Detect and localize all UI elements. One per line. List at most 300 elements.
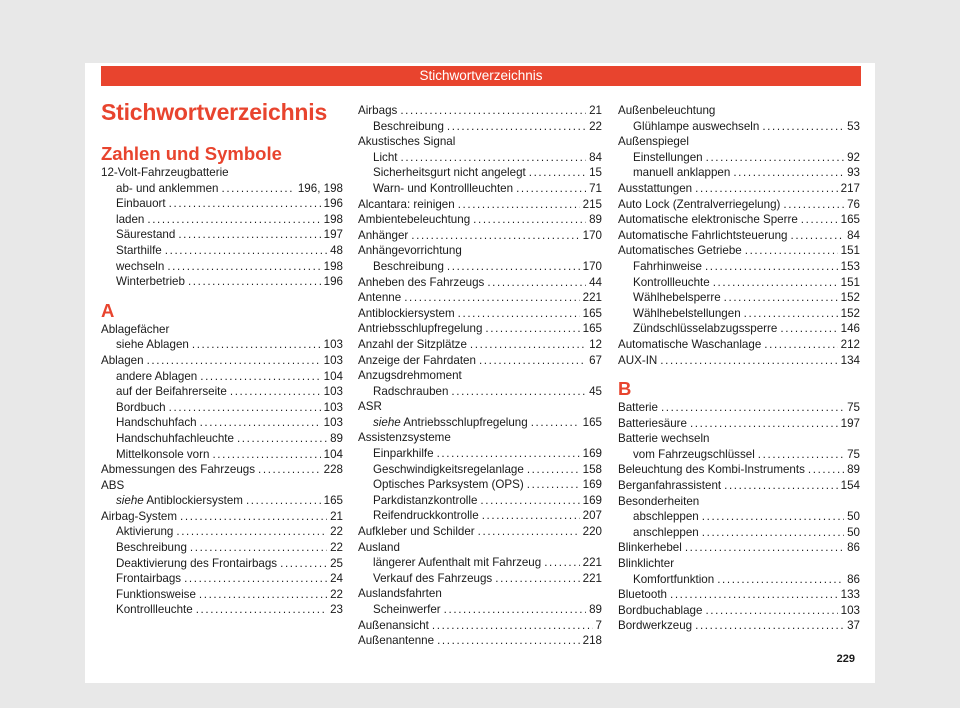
index-heading: Ausland	[358, 540, 400, 554]
entry-label: Außenansicht	[358, 618, 429, 632]
entry-label: Sicherheitsgurt nicht angelegt	[373, 166, 526, 180]
dot-leader	[808, 462, 844, 478]
dot-leader	[458, 197, 580, 213]
dot-leader	[479, 353, 586, 369]
entry-label: Frontairbags	[116, 572, 182, 586]
page-reference: 152	[840, 306, 860, 320]
index-entry	[358, 290, 602, 306]
page-reference: 165	[323, 494, 343, 508]
dot-leader	[188, 274, 321, 290]
index-subentry	[101, 243, 343, 259]
index-subentry	[618, 150, 860, 166]
dot-leader	[451, 384, 586, 400]
index-subentry	[618, 447, 860, 463]
index-subentry	[101, 571, 343, 587]
dot-leader	[470, 337, 586, 353]
page-reference: 215	[582, 197, 602, 211]
index-entry	[101, 462, 343, 478]
dot-leader	[733, 165, 844, 181]
index-entry	[618, 540, 860, 556]
index-entry	[618, 618, 860, 634]
entry-label: Bordwerkzeug	[618, 619, 693, 633]
index-subentry	[358, 571, 602, 587]
page-reference: 196	[323, 275, 343, 289]
index-subentry	[358, 446, 602, 462]
dot-leader	[432, 618, 593, 634]
dot-leader	[702, 525, 844, 541]
page-reference: 103	[840, 603, 860, 617]
index-entry	[358, 633, 602, 649]
entry-label-text: Antriebsschlupfregelung	[403, 415, 528, 429]
entry-label: Antenne	[358, 291, 402, 305]
index-subentry	[101, 431, 343, 447]
page-reference: 53	[847, 119, 860, 133]
index-entry	[618, 212, 860, 228]
entry-label: Einparkhilfe	[373, 447, 434, 461]
page-reference: 104	[323, 369, 343, 383]
index-entry	[618, 353, 860, 369]
entry-label: wechseln	[116, 259, 165, 273]
index-column-2	[358, 103, 602, 649]
index-entry	[358, 228, 602, 244]
dot-leader	[167, 259, 320, 275]
index-entry	[358, 321, 602, 337]
dot-leader	[706, 150, 844, 166]
page-reference: 50	[847, 525, 860, 539]
index-subentry	[101, 384, 343, 400]
index-subentry	[358, 602, 602, 618]
entry-label: Anzeige der Fahrdaten	[358, 353, 476, 367]
dot-leader	[221, 181, 294, 197]
entry-label: ab- und anklemmen	[116, 181, 219, 195]
entry-label: Scheinwerfer	[373, 603, 441, 616]
entry-label: manuell anklappen	[633, 166, 731, 180]
dot-leader	[444, 602, 586, 618]
index-subentry	[358, 555, 602, 571]
index-subentry	[358, 384, 602, 400]
entry-label: Handschuhfach	[116, 416, 197, 430]
index-subentry	[101, 540, 343, 556]
index-column-3	[618, 103, 860, 634]
page-reference: 170	[582, 259, 602, 273]
dot-leader	[437, 446, 580, 462]
dot-leader	[404, 290, 579, 306]
dot-leader	[801, 212, 838, 228]
page-reference: 89	[589, 213, 602, 227]
dot-leader	[724, 478, 838, 494]
index-subentry	[358, 259, 602, 275]
entry-label: siehe Ablagen	[116, 338, 189, 352]
page-reference: 89	[589, 603, 602, 616]
entry-label	[373, 415, 528, 431]
section-heading: Zahlen und Symbole	[101, 143, 282, 164]
page-reference: 25	[330, 556, 343, 570]
index-subentry	[358, 119, 602, 135]
entry-label: Beschreibung	[373, 119, 444, 133]
dot-leader	[485, 321, 579, 337]
index-subentry	[358, 508, 602, 524]
page-reference: 84	[589, 150, 602, 164]
index-subentry	[618, 165, 860, 181]
index-entry	[358, 337, 602, 353]
entry-label	[116, 493, 243, 509]
entry-label: Handschuhfachleuchte	[116, 431, 234, 445]
header-banner: Stichwortverzeichnis	[101, 66, 861, 86]
dot-leader	[482, 508, 580, 524]
page-reference: 169	[582, 447, 602, 461]
page-reference: 48	[330, 243, 343, 257]
entry-label: laden	[116, 212, 145, 226]
index-subentry	[618, 525, 860, 541]
dot-leader	[230, 384, 321, 400]
entry-label: Automatische elektronische Sperre	[618, 213, 798, 227]
page-reference: 75	[847, 447, 860, 461]
entry-label: Zündschlüsselabzugssperre	[633, 322, 778, 336]
page-reference: 15	[589, 166, 602, 180]
entry-label: Airbags	[358, 104, 398, 117]
index-subentry	[101, 274, 343, 290]
dot-leader	[192, 337, 321, 353]
entry-label: Ambientebeleuchtung	[358, 213, 471, 227]
entry-label: Verkauf des Fahrzeugs	[373, 571, 493, 585]
page-reference: 21	[330, 509, 343, 523]
entry-label: Beleuchtung des Kombi-Instruments	[618, 463, 805, 477]
index-subentry	[618, 290, 860, 306]
entry-label: Blinkerhebel	[618, 541, 682, 555]
entry-label: vom Fahrzeugschlüssel	[633, 447, 755, 461]
page-title: Stichwortverzeichnis	[101, 99, 328, 125]
entry-label: Säurestand	[116, 228, 176, 242]
page-reference: 22	[589, 119, 602, 133]
page-reference: 86	[847, 572, 860, 586]
page-reference: 228	[323, 463, 343, 477]
dot-leader	[184, 571, 327, 587]
index-subentry	[101, 337, 343, 353]
dot-leader	[495, 571, 579, 587]
index-heading: Außenbeleuchtung	[618, 104, 716, 117]
dot-leader	[447, 119, 586, 135]
index-entry	[618, 603, 860, 619]
page-reference: 67	[589, 353, 602, 367]
entry-label: Kontrollleuchte	[633, 275, 710, 289]
dot-leader	[724, 290, 838, 306]
document-page	[85, 63, 875, 683]
entry-label: Außenantenne	[358, 634, 435, 648]
dot-leader	[400, 103, 586, 119]
entry-label: Auto Lock (Zentralverriegelung)	[618, 197, 781, 211]
index-subentry	[618, 321, 860, 337]
page-reference: 22	[330, 541, 343, 555]
entry-label: Mittelkonsole vorn	[116, 447, 210, 461]
index-heading: Außenspiegel	[618, 135, 689, 149]
entry-label: Antriebsschlupfregelung	[358, 322, 483, 336]
entry-label: Fahrhinweise	[633, 259, 702, 273]
dot-leader	[447, 259, 580, 275]
entry-label: Wählhebelsperre	[633, 291, 721, 305]
dot-leader	[169, 400, 321, 416]
index-subentry	[358, 415, 602, 431]
index-subentry	[101, 181, 343, 197]
page-reference: 133	[840, 588, 860, 602]
dot-leader	[411, 228, 579, 244]
page-reference: 22	[330, 525, 343, 539]
page-reference: 212	[840, 337, 860, 351]
page-reference: 23	[330, 603, 343, 617]
entry-label: Bordbuchablage	[618, 603, 703, 617]
entry-label: Glühlampe auswechseln	[633, 119, 760, 133]
page-reference: 198	[323, 259, 343, 273]
entry-label: andere Ablagen	[116, 369, 198, 383]
entry-label: Automatische Fahrlichtsteuerung	[618, 228, 788, 242]
index-subentry	[358, 477, 602, 493]
index-entry	[618, 197, 860, 213]
entry-label: Funktionsweise	[116, 587, 196, 601]
index-entry	[358, 524, 602, 540]
index-subentry	[101, 602, 343, 618]
index-heading: Ablagefächer	[101, 322, 170, 336]
page-reference: 196, 198	[297, 181, 343, 195]
page-reference: 152	[840, 291, 860, 305]
index-subentry	[101, 400, 343, 416]
dot-leader	[531, 415, 580, 431]
index-subentry	[358, 462, 602, 478]
index-heading: 12-Volt-Fahrzeugbatterie	[101, 166, 229, 179]
dot-leader	[717, 572, 844, 588]
entry-label: Parkdistanzkontrolle	[373, 493, 478, 507]
entry-label: Licht	[373, 150, 398, 164]
index-subentry	[358, 493, 602, 509]
index-subentry	[101, 447, 343, 463]
dot-leader	[473, 212, 586, 228]
index-entry	[618, 478, 860, 494]
entry-label: auf der Beifahrerseite	[116, 385, 227, 399]
index-subentry	[618, 275, 860, 291]
page-reference: 89	[330, 431, 343, 445]
entry-label: Aufkleber und Schilder	[358, 525, 475, 539]
index-entry	[358, 103, 602, 119]
dot-leader	[527, 477, 580, 493]
entry-label: Komfortfunktion	[633, 572, 715, 586]
dot-leader	[246, 493, 321, 509]
section-heading: B	[618, 378, 632, 400]
entry-label: längerer Aufenthalt mit Fahrzeug	[373, 556, 542, 570]
entry-label-text: Antiblockiersystem	[146, 494, 243, 508]
dot-leader	[660, 353, 837, 369]
index-heading: Blinklichter	[618, 557, 675, 571]
see-reference: siehe	[116, 494, 144, 508]
dot-leader	[705, 603, 837, 619]
page-reference: 165	[582, 306, 602, 320]
page-reference: 165	[582, 322, 602, 336]
see-reference: siehe	[373, 415, 401, 429]
index-entry	[618, 462, 860, 478]
page-reference: 196	[323, 197, 343, 211]
dot-leader	[478, 524, 580, 540]
index-entry	[358, 618, 602, 634]
page-reference: 165	[582, 415, 602, 429]
dot-leader	[713, 275, 838, 291]
dot-leader	[695, 181, 838, 197]
index-entry	[358, 275, 602, 291]
index-entry	[358, 353, 602, 369]
page-reference: 103	[323, 338, 343, 352]
index-entry	[618, 400, 860, 416]
page-reference: 220	[582, 525, 602, 539]
entry-label: Warn- und Kontrollleuchten	[373, 181, 514, 195]
dot-leader	[544, 555, 579, 571]
page-reference: 24	[330, 572, 343, 586]
dot-leader	[791, 228, 845, 244]
page-reference: 103	[323, 385, 343, 399]
page-reference: 146	[840, 322, 860, 336]
index-subentry	[101, 524, 343, 540]
index-subentry	[358, 181, 602, 197]
page-reference: 170	[582, 228, 602, 242]
index-entry	[101, 353, 343, 369]
page-reference: 103	[323, 400, 343, 414]
entry-label: Bluetooth	[618, 588, 667, 602]
entry-label: AUX-IN	[618, 353, 658, 367]
index-subentry	[618, 259, 860, 275]
page-reference: 221	[582, 571, 602, 585]
dot-leader	[200, 369, 320, 385]
index-entry	[358, 212, 602, 228]
page-reference: 50	[847, 510, 860, 524]
entry-label: Berganfahrassistent	[618, 479, 722, 493]
page-reference: 93	[847, 166, 860, 180]
index-entry	[618, 587, 860, 603]
entry-label: Abmessungen des Fahrzeugs	[101, 463, 256, 477]
index-subentry	[101, 415, 343, 431]
entry-label: Optisches Parksystem (OPS)	[373, 478, 524, 492]
dot-leader	[176, 524, 327, 540]
entry-label: Einstellungen	[633, 150, 703, 164]
entry-label: abschleppen	[633, 510, 699, 524]
entry-label: Bordbuch	[116, 400, 166, 414]
dot-leader	[258, 462, 321, 478]
dot-leader	[685, 540, 844, 556]
entry-label: Batteriesäure	[618, 416, 687, 430]
dot-leader	[670, 587, 838, 603]
index-subentry	[101, 227, 343, 243]
index-heading: Akustisches Signal	[358, 135, 456, 149]
dot-leader	[212, 447, 320, 463]
page-reference: 103	[323, 353, 343, 367]
dot-leader	[516, 181, 586, 197]
dot-leader	[169, 196, 321, 212]
dot-leader	[762, 119, 844, 135]
dot-leader	[527, 462, 580, 478]
dot-leader	[237, 431, 327, 447]
dot-leader	[783, 197, 844, 213]
dot-leader	[690, 416, 838, 432]
dot-leader	[165, 243, 327, 259]
index-entry	[618, 337, 860, 353]
index-entry	[358, 306, 602, 322]
entry-label: Kontrollleuchte	[116, 603, 193, 617]
entry-label: Automatisches Getriebe	[618, 244, 742, 258]
page-reference: 221	[582, 556, 602, 570]
page-reference: 104	[323, 447, 343, 461]
page-reference: 153	[840, 259, 860, 273]
entry-label: Reifendruckkontrolle	[373, 509, 479, 523]
page-reference: 165	[840, 213, 860, 227]
dot-leader	[147, 212, 320, 228]
index-subentry	[358, 165, 602, 181]
page-reference: 221	[582, 291, 602, 305]
page-reference: 71	[589, 181, 602, 195]
entry-label: Deaktivierung des Frontairbags	[116, 556, 278, 570]
entry-label: Antiblockiersystem	[358, 306, 455, 320]
dot-leader	[764, 337, 837, 353]
index-subentry	[101, 493, 343, 509]
index-subentry	[101, 556, 343, 572]
entry-label: Batterie	[618, 401, 658, 415]
index-heading: Assistenzsysteme	[358, 431, 451, 445]
index-heading: Anhängevorrichtung	[358, 244, 462, 258]
index-column-1	[101, 143, 343, 618]
index-heading: ASR	[358, 400, 382, 414]
index-entry	[618, 228, 860, 244]
page-reference: 45	[589, 384, 602, 398]
dot-leader	[487, 275, 586, 291]
page-reference: 84	[847, 228, 860, 242]
page-reference: 92	[847, 150, 860, 164]
entry-label: Beschreibung	[116, 541, 187, 555]
entry-label: anschleppen	[633, 525, 699, 539]
index-entry	[618, 416, 860, 432]
dot-leader	[661, 400, 844, 416]
dot-leader	[702, 509, 844, 525]
dot-leader	[180, 509, 327, 525]
dot-leader	[280, 556, 327, 572]
entry-label: Anheben des Fahrzeugs	[358, 275, 485, 289]
index-entry	[358, 197, 602, 213]
index-entry	[618, 243, 860, 259]
dot-leader	[480, 493, 579, 509]
entry-label: Automatische Waschanlage	[618, 337, 762, 351]
page-number: 229	[836, 653, 855, 665]
entry-label: Wählhebelstellungen	[633, 306, 741, 320]
page-reference: 12	[589, 337, 602, 351]
dot-leader	[437, 633, 580, 649]
dot-leader	[190, 540, 327, 556]
dot-leader	[458, 306, 580, 322]
page-reference: 207	[582, 509, 602, 523]
page-reference: 134	[840, 353, 860, 367]
page-reference: 198	[323, 212, 343, 226]
entry-label: Airbag-System	[101, 509, 178, 523]
entry-label: Ablagen	[101, 353, 144, 367]
page-reference: 169	[582, 478, 602, 492]
page-reference: 151	[840, 244, 860, 258]
index-subentry	[101, 369, 343, 385]
page-reference: 76	[847, 197, 860, 211]
page-reference: 151	[840, 275, 860, 289]
index-subentry	[618, 572, 860, 588]
index-subentry	[618, 509, 860, 525]
index-subentry	[101, 587, 343, 603]
page-reference: 154	[840, 479, 860, 493]
index-subentry	[618, 306, 860, 322]
dot-leader	[401, 150, 587, 166]
entry-label: Anzahl der Sitzplätze	[358, 337, 467, 351]
entry-label: Winterbetrieb	[116, 275, 185, 289]
dot-leader	[200, 415, 321, 431]
index-heading: Besonderheiten	[618, 494, 700, 508]
page-reference: 89	[847, 463, 860, 477]
page-reference: 22	[330, 587, 343, 601]
